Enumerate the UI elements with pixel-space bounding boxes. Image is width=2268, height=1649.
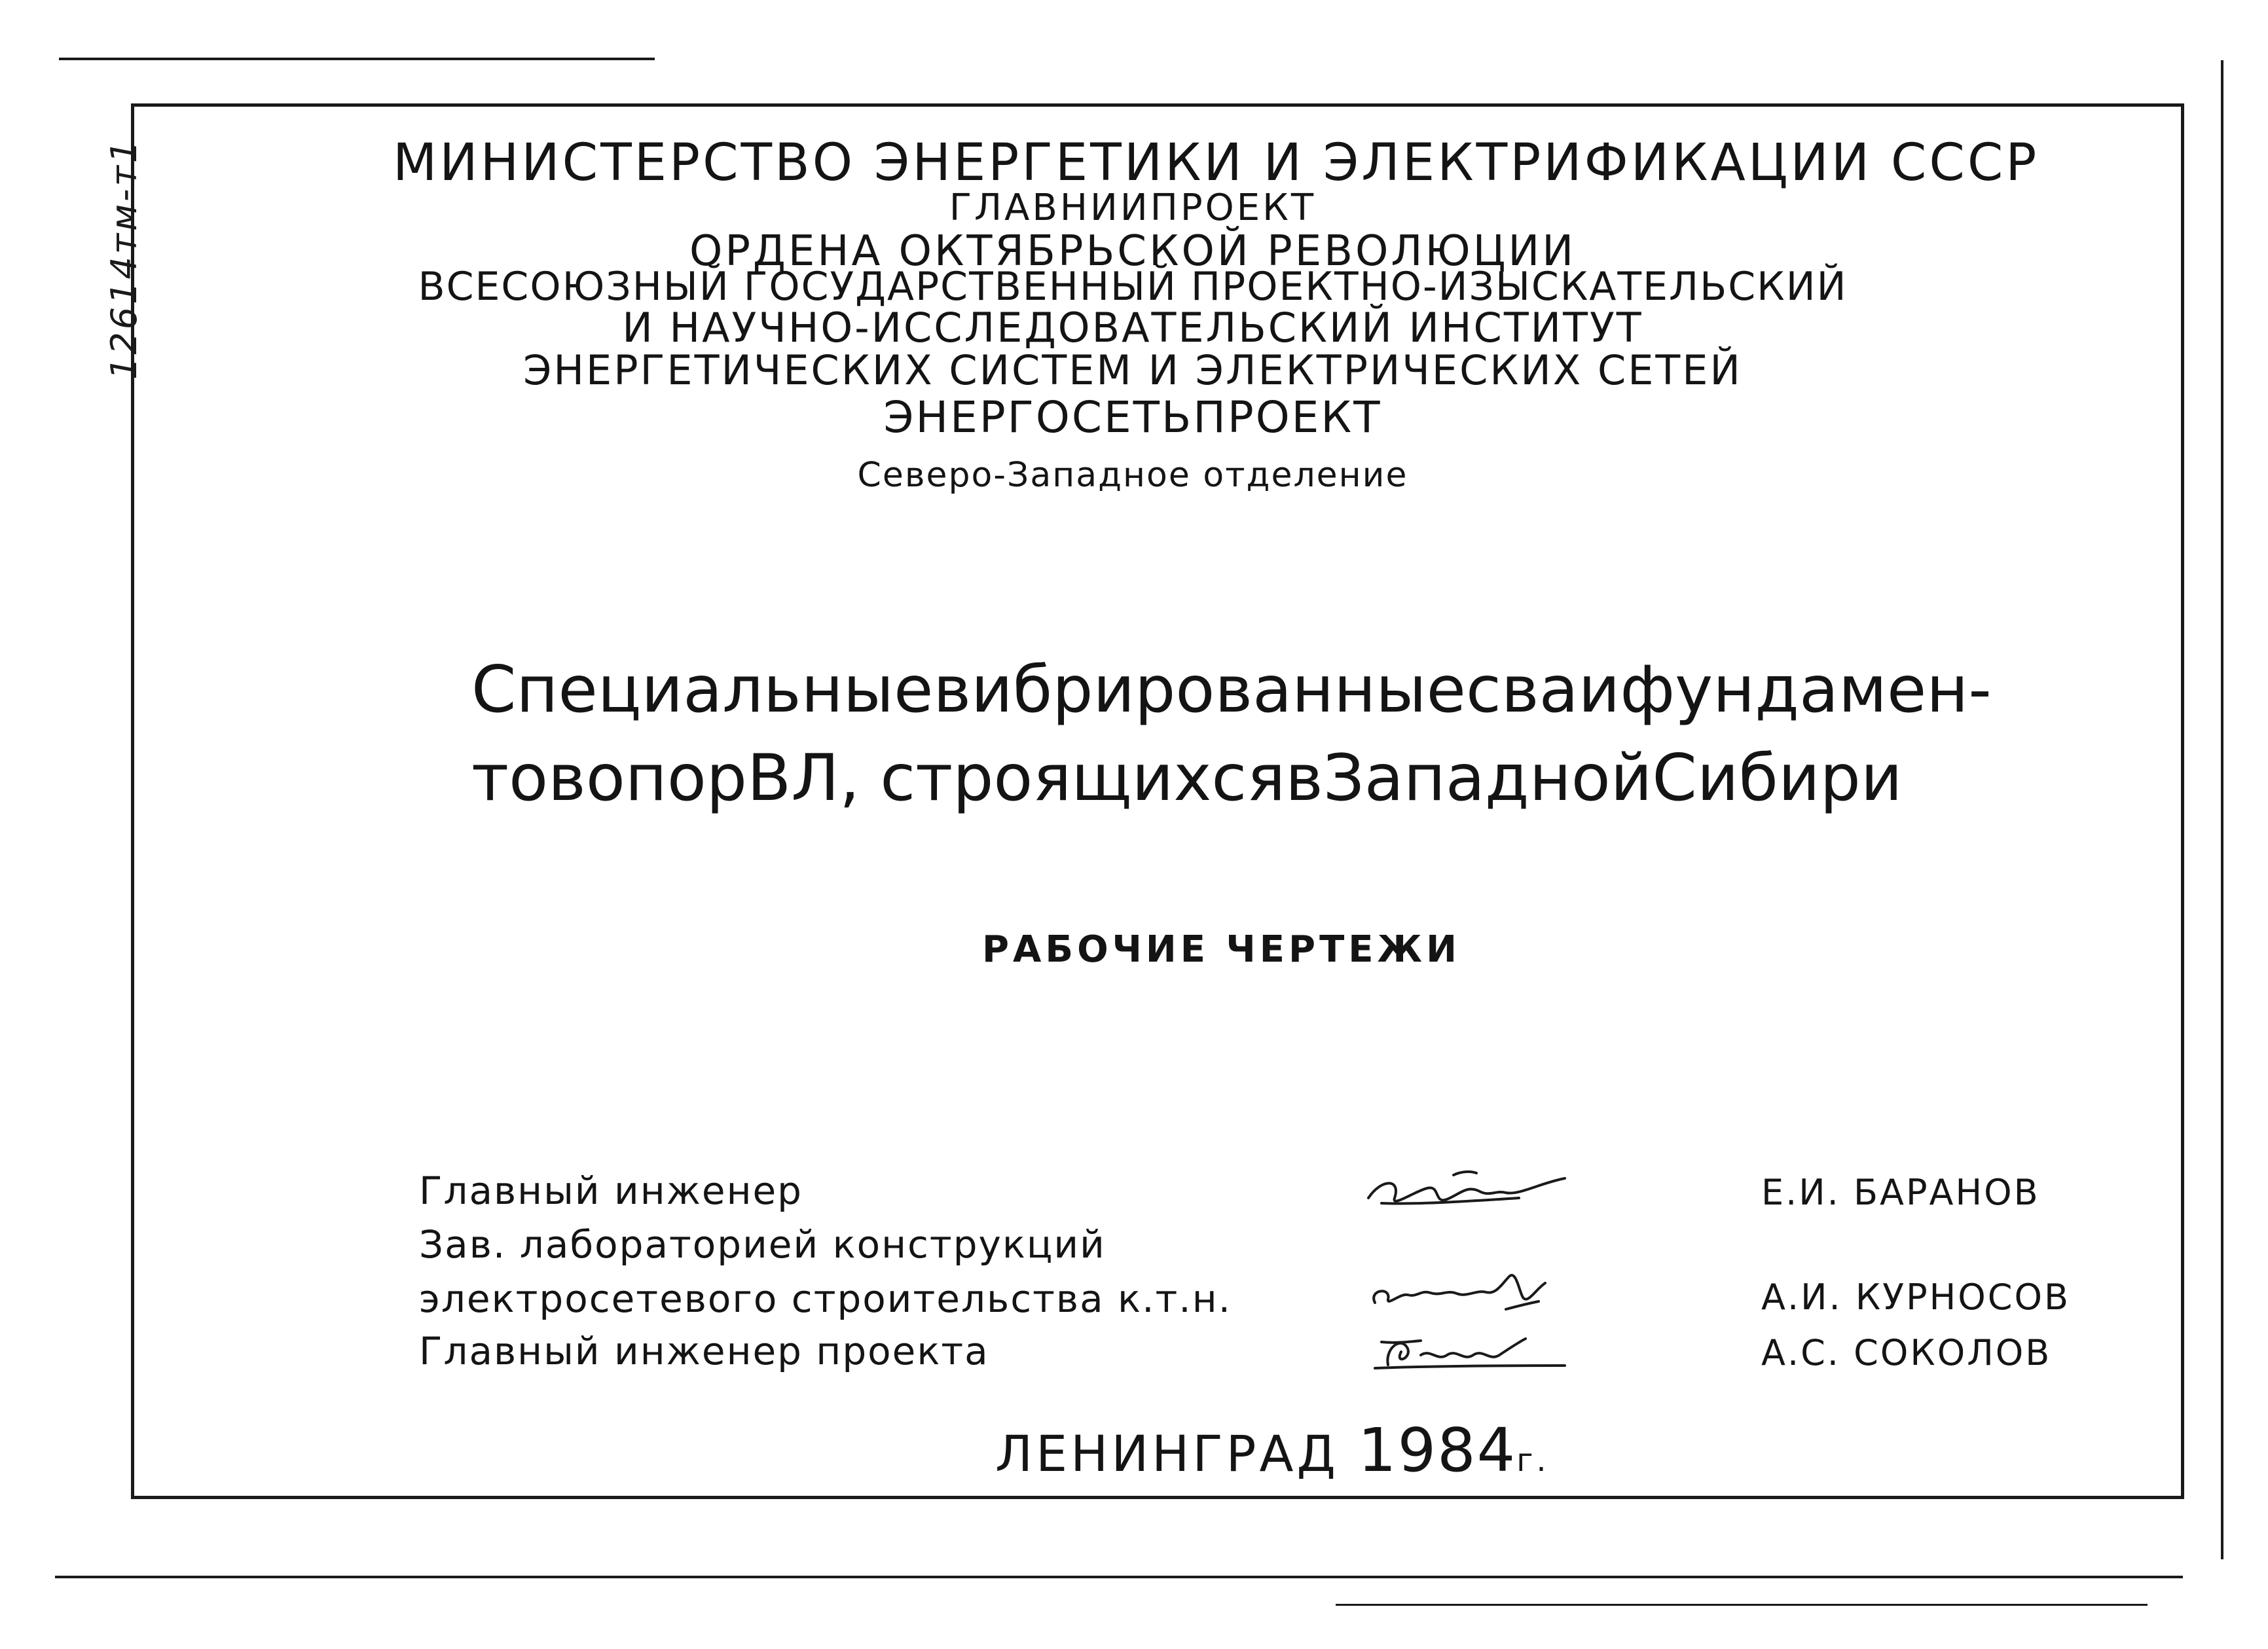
title-word: сваи [1465, 653, 1620, 727]
document-code: 12614тм-т1 [103, 137, 145, 380]
title-line-2 [471, 741, 1903, 816]
title-line-1 [471, 653, 1992, 727]
year: 1984 [1358, 1415, 1517, 1485]
signatory-name-chief-engineer: Е.И. БАРАНОВ [1761, 1172, 2040, 1213]
title-word: Сибири [1652, 741, 1903, 816]
order-name: ОРДЕНА ОКТЯБРЬСКОЙ РЕВОЛЮЦИИ [689, 227, 1577, 276]
signatory-role-lab-head: Зав. лабораторией конструкций [419, 1222, 1106, 1267]
signatory-role-chief-engineer: Главный инженер [419, 1169, 803, 1213]
institute-line-1: ВСЕСОЮЗНЫЙ ГОСУДАРСТВЕННЫЙ ПРОЕКТНО-ИЗЫСКАТЕЛЬСКИЙ [418, 264, 1848, 310]
title-word: опор [585, 741, 748, 816]
institute-line-3: ЭНЕРГЕТИЧЕСКИХ СИСТЕМ И ЭЛЕКТРИЧЕСКИХ СЕТЕЙ [523, 346, 1742, 394]
title-word: Специальные [471, 653, 934, 727]
signatory-name-lab-head: А.И. КУРНОСОВ [1761, 1277, 2071, 1318]
ministry-name: МИНИСТЕРСТВО ЭНЕРГЕТИКИ И ЭЛЕКТРИФИКАЦИИ СССР [393, 134, 2039, 192]
title-word: вибрированные [933, 653, 1466, 727]
signature-project-chief [1355, 1303, 1591, 1381]
document-subtitle: РАБОЧИЕ ЧЕРТЕЖИ [982, 928, 1461, 971]
place-and-date [995, 1415, 1550, 1485]
title-word: ВЛ, строящихся [747, 741, 1286, 816]
signatory-role-lab-head-cont: электросетевого строительства к.т.н. [419, 1277, 1232, 1321]
city-name: ЛЕНИНГРАД [995, 1424, 1339, 1483]
branch-name: Северо-Западное отделение [857, 456, 1408, 495]
title-word: в [1285, 741, 1323, 816]
title-word: Западной [1323, 741, 1653, 816]
signature-chief-engineer [1355, 1152, 1591, 1231]
bottom-right-edge-line [1336, 1604, 2148, 1606]
signatory-name-project-chief: А.С. СОКОЛОВ [1761, 1332, 2052, 1373]
main-institute-name: ГЛАВНИИПРОЕКТ [949, 187, 1317, 229]
signatory-role-project-chief: Главный инженер проекта [419, 1329, 989, 1373]
title-word: фундамен- [1620, 653, 1992, 727]
bottom-edge-line [55, 1576, 2183, 1578]
year-suffix: г. [1516, 1442, 1550, 1479]
right-edge-line [2221, 60, 2223, 1559]
institute-line-2: И НАУЧНО-ИССЛЕДОВАТЕЛЬСКИЙ ИНСТИТУТ [622, 304, 1643, 352]
top-edge-line [59, 58, 655, 60]
title-word: тов [471, 741, 586, 816]
institute-name: ЭНЕРГОСЕТЬПРОЕКТ [883, 392, 1382, 443]
